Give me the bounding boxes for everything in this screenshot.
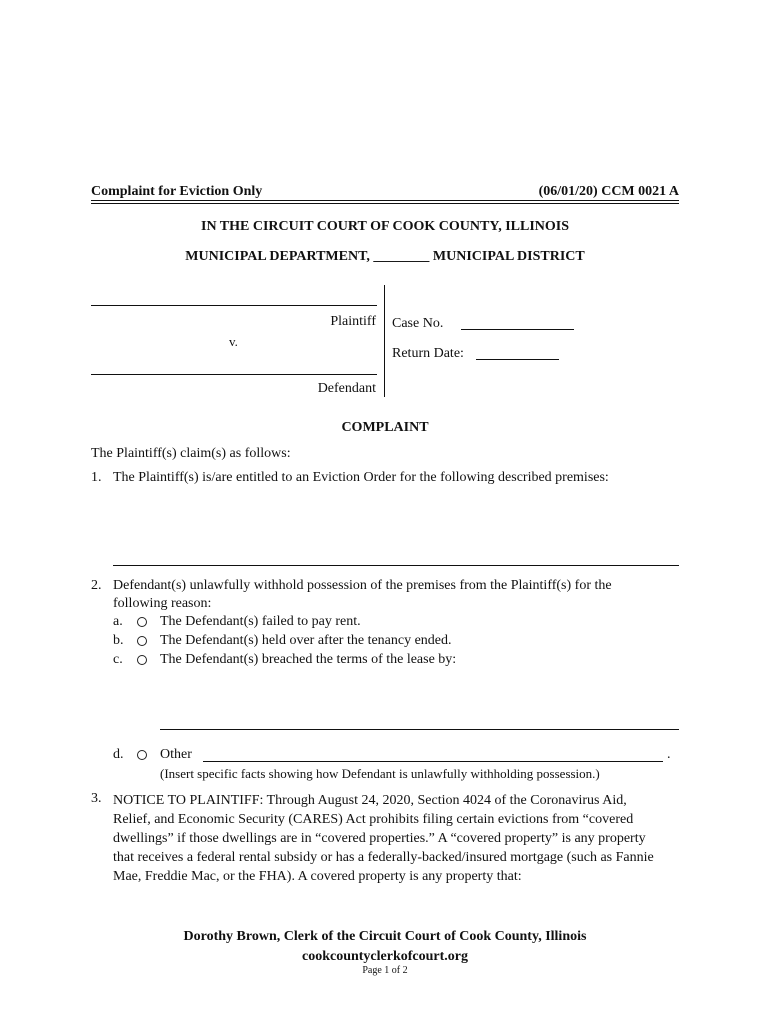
defendant-label: Defendant	[317, 381, 376, 396]
complaint-heading: COMPLAINT	[341, 420, 429, 435]
option-d-text: Other	[160, 747, 192, 762]
item-3-notice	[113, 791, 683, 886]
page-number: Page 1 of 2	[362, 965, 408, 976]
item-1-number: 1.	[91, 470, 102, 485]
notice-line: Relief, and Economic Security (CARES) Act prohibits filing certain evictions from “covered	[113, 812, 634, 827]
item-2-line-1: Defendant(s) unlawfully withhold possession of the premises from the Plaintiff(s) for the	[113, 578, 612, 593]
item-2-number: 2.	[91, 578, 102, 593]
option-d-letter: d.	[113, 747, 124, 762]
option-d-radio[interactable]	[137, 750, 147, 760]
district-label: MUNICIPAL DISTRICT	[432, 249, 585, 264]
notice-line: that receives a federal rental subsidy or has a federally-backed/insured mortgage (such as Fannie	[113, 850, 654, 865]
option-a-text: The Defendant(s) failed to pay rent.	[160, 614, 361, 629]
option-c-letter: c.	[113, 652, 123, 667]
option-d-note: (Insert specific facts showing how Defendant is unlawfully withholding possession.)	[160, 766, 600, 781]
notice-line: dwellings” if those dwellings are in “covered properties.” A “covered property” is any property	[113, 831, 646, 846]
other-reason-line[interactable]	[203, 761, 663, 762]
return-date-field[interactable]	[476, 359, 559, 360]
option-c-radio[interactable]	[137, 655, 147, 665]
item-3-number: 3.	[91, 791, 102, 806]
option-b-text: The Defendant(s) held over after the tenancy ended.	[160, 633, 452, 648]
item-1-text: The Plaintiff(s) is/are entitled to an Eviction Order for the following described premises:	[113, 470, 609, 485]
form-title: Complaint for Eviction Only	[91, 184, 263, 199]
option-b-letter: b.	[113, 633, 124, 648]
option-a-radio[interactable]	[137, 617, 147, 627]
header-rule-bottom	[91, 203, 679, 204]
department-label: MUNICIPAL DEPARTMENT,	[185, 249, 370, 264]
return-date-label: Return Date:	[392, 346, 464, 361]
defendant-name-line[interactable]	[91, 374, 377, 375]
caption-divider	[384, 285, 385, 397]
complaint-intro: The Plaintiff(s) claim(s) as follows:	[91, 446, 291, 461]
option-a-letter: a.	[113, 614, 123, 629]
case-number-label: Case No.	[392, 316, 444, 331]
clerk-footer: Dorothy Brown, Clerk of the Circuit Court of Cook County, Illinois	[183, 929, 587, 944]
department-line	[0, 249, 770, 265]
district-blank[interactable]: ________	[373, 249, 430, 264]
form-code: (06/01/20) CCM 0021 A	[538, 184, 679, 199]
option-b-radio[interactable]	[137, 636, 147, 646]
clerk-website[interactable]: cookcountyclerkofcourt.org	[301, 949, 469, 964]
versus-label: v.	[229, 334, 238, 349]
notice-line: Mae, Freddie Mac, or the FHA). A covered property is any property that:	[113, 869, 522, 884]
other-reason-period: .	[667, 747, 671, 762]
lease-breach-line[interactable]	[160, 729, 679, 730]
header-rule-top	[91, 200, 679, 201]
notice-line: NOTICE TO PLAINTIFF: Through August 24, 2020, Section 4024 of the Coronavirus Aid,	[113, 793, 627, 808]
case-number-row	[392, 316, 443, 332]
plaintiff-name-line[interactable]	[91, 305, 377, 306]
item-2-line-2: following reason:	[113, 596, 212, 611]
case-number-field[interactable]	[461, 329, 574, 330]
plaintiff-label: Plaintiff	[330, 314, 376, 329]
premises-line[interactable]	[113, 565, 679, 566]
court-title: IN THE CIRCUIT COURT OF COOK COUNTY, ILLINOIS	[201, 219, 569, 234]
option-c-text: The Defendant(s) breached the terms of the lease by:	[160, 652, 457, 667]
